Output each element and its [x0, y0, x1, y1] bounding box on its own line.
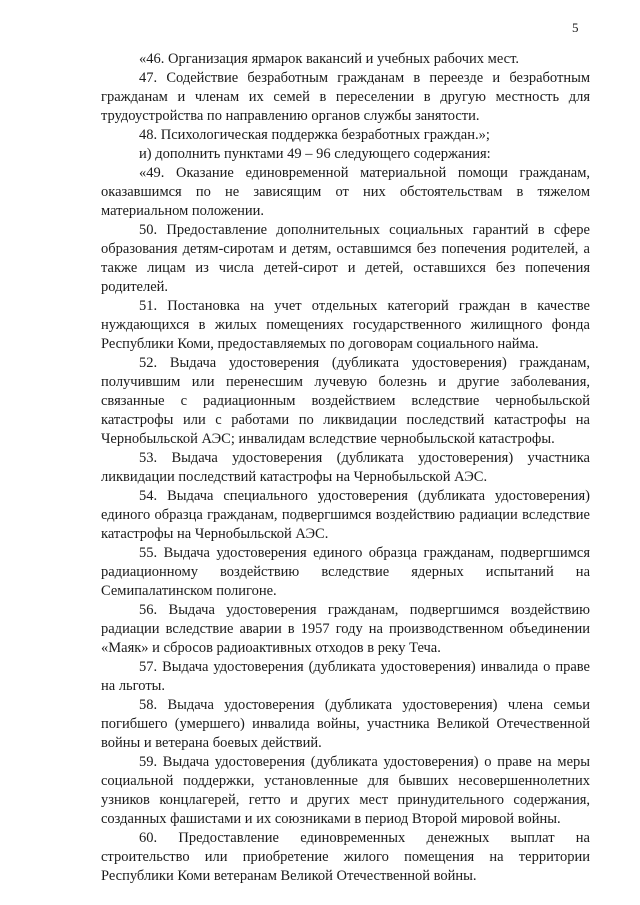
paragraph-item-59: 59. Выдача удостоверения (дубликата удостоверения) о праве на меры социальной поддержки, установленные для бывших несовершеннолетних узников концлагерей, гетто и других мест принудительного содержания, созданных фашистами и их союзниками в период Второй мировой войны.: [101, 754, 590, 827]
document-body: [101, 50, 590, 886]
paragraph-item-47: 47. Содействие безработным гражданам в переезде и безработным гражданам и членам их семей в переселении в другую местность для трудоустройства по направлению органов службы занятости.: [101, 70, 590, 124]
paragraph-item-55: 55. Выдача удостоверения единого образца гражданам, подвергшимся радиационному воздействию вследствие ядерных испытаний на Семипалатинском полигоне.: [101, 545, 590, 599]
paragraph-item-54: 54. Выдача специального удостоверения (дубликата удостоверения) единого образца гражданам, подвергшимся воздействию радиации вследствие катастрофы на Чернобыльской АЭС.: [101, 488, 590, 542]
paragraph-item-51: 51. Постановка на учет отдельных категорий граждан в качестве нуждающихся в жилых помещениях государственного жилищного фонда Республики Коми, предоставляемых по договорам социального найма.: [101, 298, 590, 352]
paragraph-item-57: 57. Выдача удостоверения (дубликата удостоверения) инвалида о праве на льготы.: [101, 659, 590, 694]
paragraph-item-52: 52. Выдача удостоверения (дубликата удостоверения) гражданам, получившим или перенесшим лучевую болезнь и другие заболевания, связанные с радиационным воздействием вследствие чернобыльской катастрофы или с работами по ликвидации последствий катастрофы на Чернобыльской АЭС; инвалидам вследствие чернобыльской катастрофы.: [101, 355, 590, 447]
paragraph-item-60: 60. Предоставление единовременных денежных выплат на строительство или приобретение жилого помещения на территории Республики Коми ветеранам Великой Отечественной войны.: [101, 830, 590, 884]
paragraph-item-48: 48. Психологическая поддержка безработных граждан.»;: [139, 127, 490, 143]
paragraph-item-50: 50. Предоставление дополнительных социальных гарантий в сфере образования детям-сиротам и детям, оставшимся без попечения родителей, а также лицам из числа детей-сирот и детей, оставшихся без попечения родителей.: [101, 222, 590, 295]
paragraph-amendment-intro: и) дополнить пунктами 49 – 96 следующего содержания:: [139, 146, 491, 162]
paragraph-item-53: 53. Выдача удостоверения (дубликата удостоверения) участника ликвидации последствий катастрофы на Чернобыльской АЭС.: [101, 450, 590, 485]
paragraph-item-58: 58. Выдача удостоверения (дубликата удостоверения) члена семьи погибшего (умершего) инвалида войны, участника Великой Отечественной войны и ветерана боевых действий.: [101, 697, 590, 751]
paragraph-item-49: «49. Оказание единовременной материальной помощи гражданам, оказавшимся по не зависящим от них обстоятельствам в тяжелом материальном положении.: [101, 165, 590, 219]
paragraph-item-56: 56. Выдача удостоверения гражданам, подвергшимся воздействию радиации вследствие аварии в 1957 году на производственном объединении «Маяк» и сбросов радиоактивных отходов в реку Теча.: [101, 602, 590, 656]
paragraph-item-46: «46. Организация ярмарок вакансий и учебных рабочих мест.: [139, 51, 519, 67]
page-number: 5: [572, 20, 579, 35]
